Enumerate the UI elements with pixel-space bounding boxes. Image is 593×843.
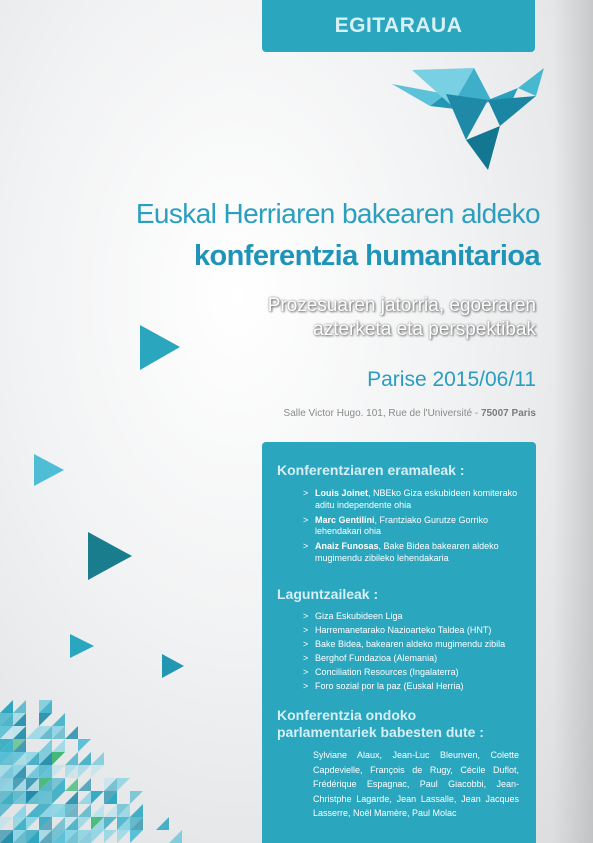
mosaic-triangle	[117, 830, 130, 843]
supporter-name: Foro sozial por la paz (Euskal Herria)	[315, 681, 464, 691]
speaker-role: , Frantziako Gurutze Gorriko lehendakari ohia	[315, 514, 489, 536]
supporter-name: Conciliation Resources (Ingalaterra)	[315, 667, 459, 677]
subtitle-line-2: azterketa eta perspektibak	[313, 319, 536, 340]
triangle-mosaic	[0, 700, 182, 843]
mosaic-triangle	[78, 791, 91, 804]
parliamentarians-heading	[277, 707, 484, 741]
chevron-right-icon: >	[303, 611, 309, 621]
mosaic-triangle	[0, 700, 13, 713]
mosaic-triangle	[65, 752, 78, 765]
mosaic-triangle	[0, 804, 13, 817]
mosaic-triangle	[52, 791, 65, 804]
mosaic-triangle	[91, 765, 104, 778]
chevron-right-icon: >	[303, 541, 309, 551]
speaker-role: , Bake Bidea bakearen aldeko mugimendu zibileko lehendakaria	[315, 541, 499, 563]
mosaic-triangle	[13, 700, 26, 713]
mosaic-triangle	[78, 765, 91, 778]
list-item	[303, 653, 533, 665]
list-item	[303, 639, 533, 651]
chevron-right-icon: >	[303, 625, 309, 635]
supporter-name: Giza Eskubideen Liga	[315, 611, 403, 621]
mosaic-triangle	[26, 817, 39, 830]
supporter-name: Harremanetarako Nazioarteko Taldea (HNT)	[315, 625, 492, 635]
mosaic-triangle	[13, 804, 26, 817]
chevron-right-icon: >	[303, 639, 309, 649]
chevron-right-icon: >	[303, 667, 309, 677]
program-header	[262, 0, 535, 52]
chevron-right-icon: >	[303, 681, 309, 691]
mosaic-triangle	[39, 739, 52, 752]
chevron-right-icon: >	[303, 488, 309, 498]
list-item	[303, 515, 533, 538]
mosaic-triangle	[78, 752, 91, 765]
list-item	[303, 541, 533, 564]
mosaic-triangle	[52, 713, 65, 726]
title-line-1: Euskal Herriaren bakearen aldeko	[135, 198, 540, 229]
mosaic-triangle	[52, 765, 65, 778]
mosaic-triangle	[130, 830, 143, 843]
mosaic-triangle	[104, 804, 117, 817]
mosaic-triangle	[104, 817, 117, 830]
mosaic-triangle	[78, 817, 91, 830]
address-city: 75007 Paris	[480, 408, 536, 419]
parliamentarians-list: Sylviane Alaux, Jean-Luc Bleunven, Colette Capdevielle, François de Rugy, Cécile Duflot, Frédérique Espagnac, Paul Giacobbi, Jean-Christphe Lagarde, Jean Lassalle, Jean Jacques Lasserre, Noël Mamère, Paul Molac	[313, 750, 519, 818]
mosaic-triangle	[26, 726, 39, 739]
mosaic-triangle	[78, 778, 91, 791]
list-item	[303, 681, 533, 693]
mosaic-triangle	[130, 804, 143, 817]
mosaic-triangle	[78, 804, 91, 817]
mosaic-triangle	[91, 830, 104, 843]
speakers-list	[303, 488, 533, 568]
list-item	[303, 667, 533, 679]
mosaic-triangle	[91, 804, 104, 817]
mosaic-triangle	[91, 752, 104, 765]
mosaic-triangle	[65, 726, 78, 739]
mosaic-triangle	[65, 791, 78, 804]
mosaic-triangle	[91, 791, 104, 804]
mosaic-triangle	[156, 817, 169, 830]
mosaic-triangle	[39, 713, 52, 726]
speaker-name: Marc Gentilini	[315, 514, 375, 525]
speaker-name: Anaiz Funosas	[315, 541, 379, 551]
mosaic-triangle	[65, 778, 78, 791]
title-line-2: konferentzia humanitarioa	[194, 240, 540, 272]
parliamentarians-heading-line-2: parlamentariek babesten dute :	[277, 724, 484, 740]
mosaic-triangle	[104, 830, 117, 843]
parliamentarians-heading-line-1: Konferentzia ondoko	[277, 707, 417, 723]
supporter-name: Berghof Fundazioa (Alemania)	[315, 653, 438, 663]
subtitle-line-1: Prozesuaren jatorria, egoeraren	[267, 295, 536, 316]
mosaic-triangle	[169, 830, 182, 843]
origami-dove-icon	[388, 66, 548, 172]
mosaic-triangle	[130, 791, 143, 804]
speaker-role: , NBEko Giza eskubideen komiterako aditu independente ohia	[315, 488, 518, 510]
list-item	[303, 625, 533, 637]
page-edge-shadow	[553, 0, 593, 843]
mosaic-triangle	[117, 778, 130, 791]
chevron-right-icon: >	[303, 514, 309, 525]
event-date: Parise 2015/06/11	[367, 368, 536, 391]
mosaic-triangle	[52, 817, 65, 830]
mosaic-triangle	[26, 804, 39, 817]
mosaic-triangle	[0, 817, 13, 830]
list-item	[303, 488, 533, 511]
address-text: Salle Victor Hugo. 101, Rue de l'Université -	[283, 408, 481, 419]
play-triangle-icon	[34, 325, 184, 678]
mosaic-triangle	[78, 739, 91, 752]
list-item	[303, 611, 533, 623]
mosaic-triangle	[52, 739, 65, 752]
speaker-name: Louis Joinet	[315, 488, 369, 498]
triangle-decoration	[0, 320, 260, 843]
supporters-heading: Laguntzaileak :	[277, 586, 379, 602]
speakers-heading: Konferentziaren eramaleak :	[277, 462, 465, 478]
chevron-right-icon: >	[303, 653, 309, 663]
program-header-label: EGITARAUA	[334, 14, 463, 37]
mosaic-triangle	[52, 752, 65, 765]
supporters-list	[303, 611, 533, 695]
supporter-name: Bake Bidea, bakearen aldeko mugimendu zibila	[315, 639, 506, 649]
